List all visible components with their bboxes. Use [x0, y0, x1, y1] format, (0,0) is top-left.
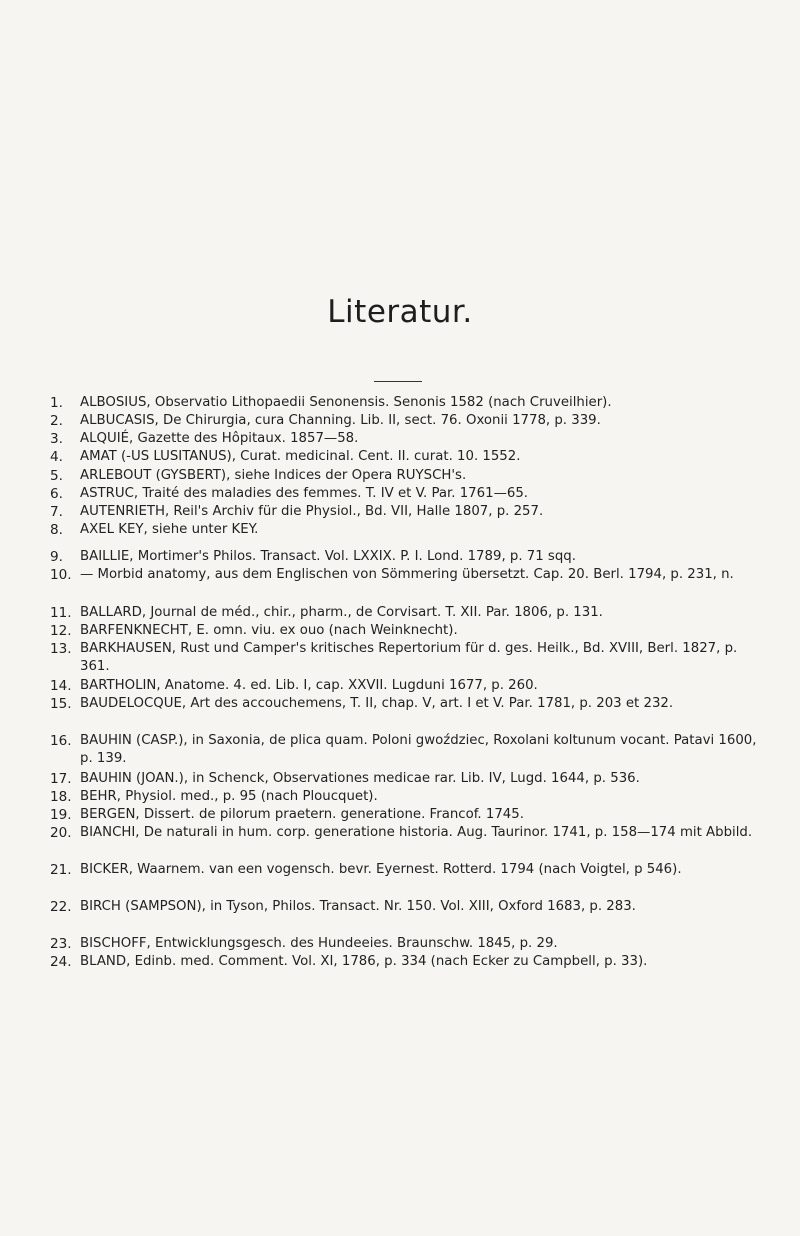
- entry-text: AUTENRIETH, Reil's Archiv für die Physiol., Bd. VII, Halle 1807, p. 257.: [80, 504, 544, 519]
- entry-number: 16.: [50, 733, 72, 749]
- entry-number: 5.: [50, 468, 63, 484]
- entry-text: BICKER, Waarnem. van een vogensch. bevr. Eyernest. Rotterd. 1794 (nach Voigtel, p 546).: [80, 862, 682, 877]
- entry-number: 23.: [50, 936, 72, 952]
- entry-number: 2.: [50, 413, 63, 429]
- entry-number: 18.: [50, 789, 72, 805]
- entry-text: BAUHIN (CASP.), in Saxonia, de plica quam. Poloni gwoździec, Roxolani koltunum vocant. Patavi 1600, p. 139.: [80, 733, 757, 767]
- entry-text: ALBOSIUS, Observatio Lithopaediі Senonensis. Senonis 1582 (nach Cruveilhier).: [80, 395, 612, 410]
- entry-text: BALLARD, Journal de méd., chir., pharm., de Corvisart. T. XII. Par. 1806, p. 131.: [80, 605, 603, 620]
- entry-text: BERGEN, Dissert. de pilorum praetern. generatione. Francof. 1745.: [80, 807, 524, 822]
- entry-text: BAUHIN (JOAN.), in Schenck, Observationes medicae rar. Lib. IV, Lugd. 1644, p. 536.: [80, 771, 640, 786]
- entry-number: 10.: [50, 567, 72, 583]
- entry-number: 14.: [50, 678, 72, 694]
- entry-text: BAILLIE, Mortimer's Philos. Transact. Vol. LXXIX. P. I. Lond. 1789, p. 71 sqq.: [80, 549, 576, 564]
- entry-number: 13.: [50, 641, 72, 657]
- entry-text: ASTRUC, Traité des maladies des femmes. T. IV et V. Par. 1761—65.: [80, 486, 529, 501]
- entry-text: BIANCHI, De naturali in hum. corp. generatione historia. Aug. Taurinor. 1741, p. 158—174 mit Abbild.: [80, 825, 753, 840]
- entry-number: 20.: [50, 825, 72, 841]
- entry-text: AXEL KEY, siehe unter KEY.: [80, 522, 259, 537]
- entry-number: 8.: [50, 522, 63, 538]
- entry-number: 12.: [50, 623, 72, 639]
- entry-number: 21.: [50, 862, 72, 878]
- entry-text: ALBUCASIS, De Chirurgia, cura Channing. Lib. II, sect. 76. Oxonii 1778, p. 339.: [80, 413, 601, 428]
- entry-number: 9.: [50, 549, 63, 565]
- entry-text: BARTHOLIN, Anatome. 4. ed. Lib. I, cap. XXVII. Lugduni 1677, p. 260.: [80, 678, 538, 693]
- entry-number: 3.: [50, 431, 63, 447]
- entry-text: AMAT (-US LUSITANUS), Curat. medicinal. Cent. II. curat. 10. 1552.: [80, 449, 521, 464]
- entry-text: BIRCH (SAMPSON), in Tyson, Philos. Transact. Nr. 150. Vol. XIII, Oxford 1683, p. 283.: [80, 899, 636, 914]
- entry-number: 22.: [50, 899, 72, 915]
- entry-text: BARKHAUSEN, Rust und Camper's kritisches Repertorium für d. ges. Heilk., Bd. XVIII, Berl. 1827, p. 361.: [80, 641, 738, 675]
- page-title: Literatur.: [327, 294, 473, 330]
- entry-number: 7.: [50, 504, 63, 520]
- entry-text: BISCHOFF, Entwicklungsgesch. des Hundeeies. Braunschw. 1845, p. 29.: [80, 936, 558, 951]
- entry-text: BEHR, Physiol. med., p. 95 (nach Ploucquet).: [80, 789, 378, 804]
- entry-number: 11.: [50, 605, 72, 621]
- title-divider: [374, 381, 422, 382]
- entry-number: 6.: [50, 486, 63, 502]
- entry-text: ARLEBOUT (GYSBERT), siehe Indices der Opera RUYSCH's.: [80, 468, 467, 483]
- entry-number: 24.: [50, 954, 72, 970]
- entry-number: 17.: [50, 771, 72, 787]
- entry-text: BAUDELOCQUE, Art des accouchemens, T. II, chap. V, art. I et V. Par. 1781, p. 203 et 232.: [80, 696, 674, 711]
- entry-text: BARFENKNECHT, E. omn. viu. ex ouo (nach Weinknecht).: [80, 623, 458, 638]
- entry-text: — Morbid anatomy, aus dem Englischen von Sömmering übersetzt. Cap. 20. Berl. 1794, p. 231, n.: [80, 567, 734, 582]
- entry-text: ALQUIÉ, Gazette des Hôpitaux. 1857—58.: [80, 431, 359, 446]
- entry-number: 1.: [50, 395, 63, 411]
- entry-text: BLAND, Edinb. med. Comment. Vol. XI, 1786, p. 334 (nach Ecker zu Campbell, p. 33).: [80, 954, 648, 969]
- entry-number: 15.: [50, 696, 72, 712]
- entry-number: 19.: [50, 807, 72, 823]
- entry-number: 4.: [50, 449, 63, 465]
